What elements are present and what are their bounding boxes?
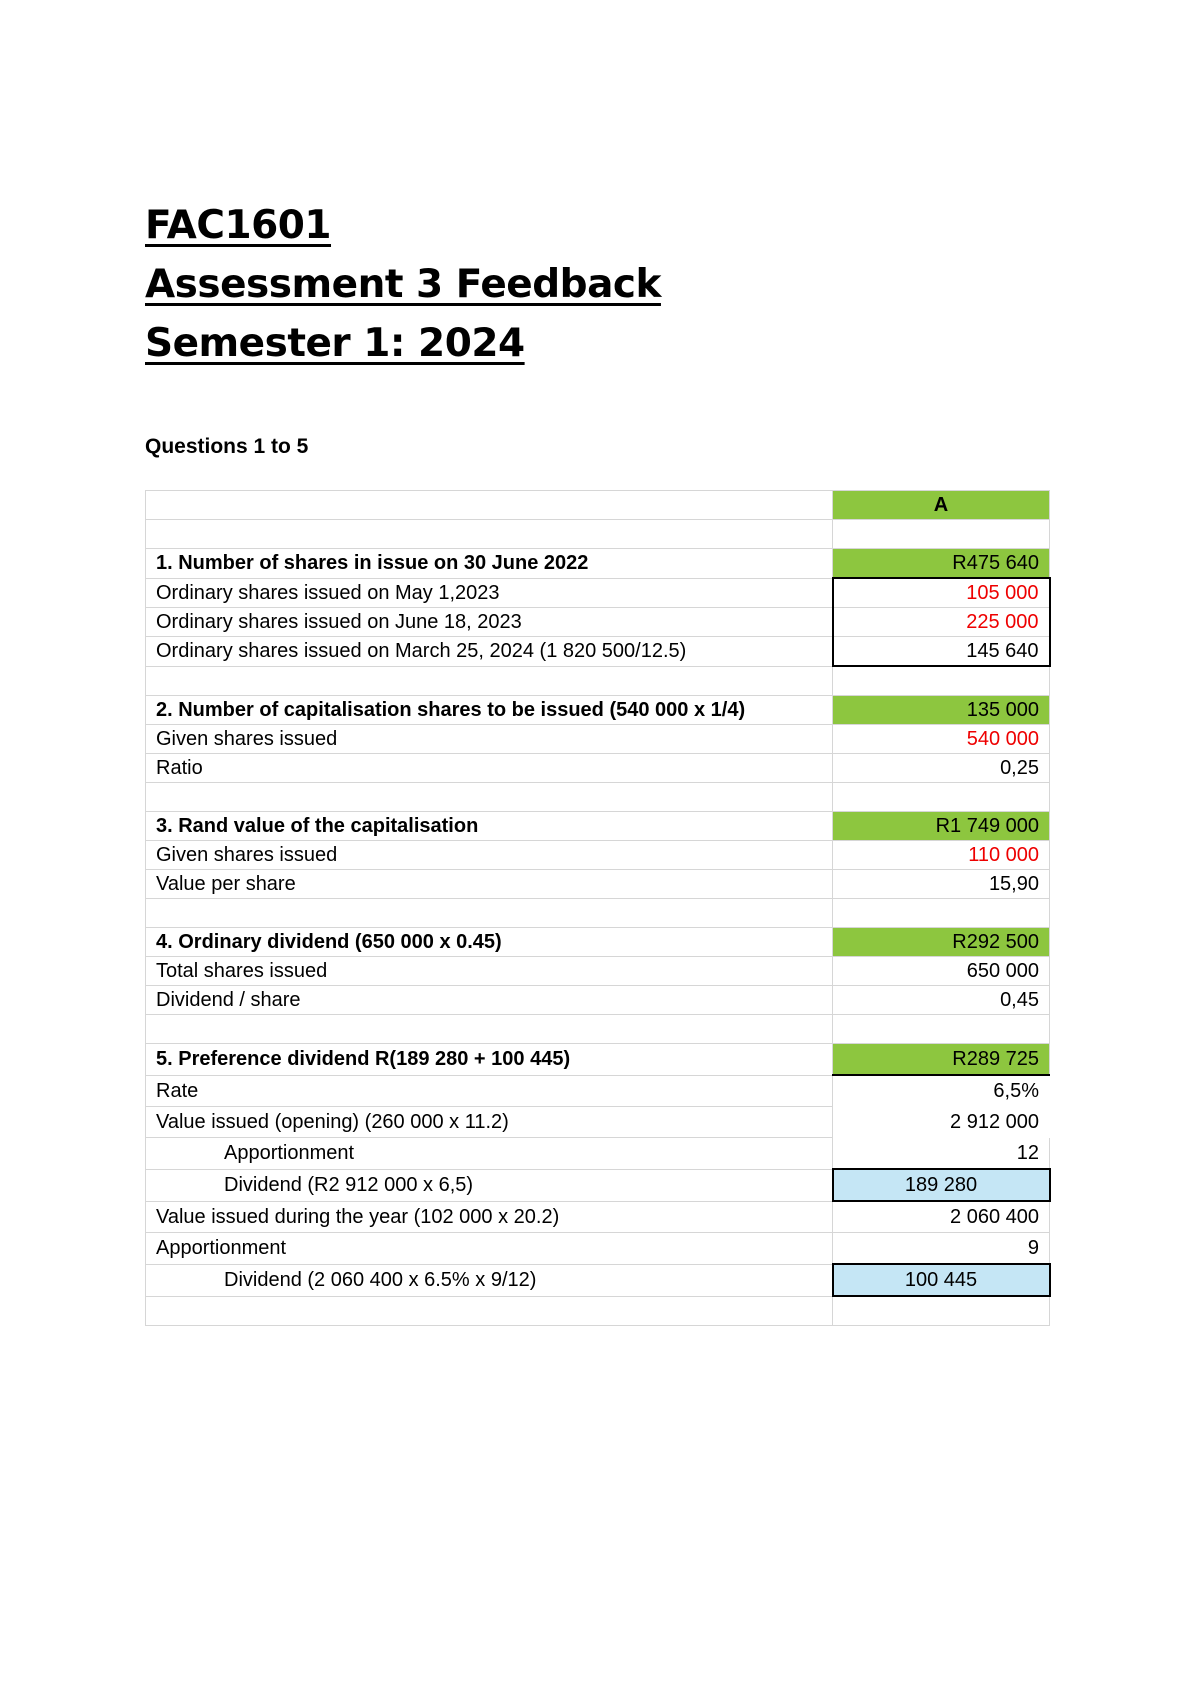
spacer-row bbox=[146, 899, 1050, 928]
spacer-row bbox=[146, 520, 1050, 549]
question-4-label: 4. Ordinary dividend (650 000 x 0.45) bbox=[146, 928, 833, 957]
document-title bbox=[145, 196, 661, 373]
header-label-cell bbox=[146, 491, 833, 520]
spacer-row bbox=[146, 666, 1050, 696]
table-row bbox=[146, 491, 1050, 520]
assessment-title: Assessment 3 Feedback bbox=[145, 262, 661, 307]
row-label: Given shares issued bbox=[146, 841, 833, 870]
question-4-answer: R292 500 bbox=[833, 928, 1050, 957]
semester-title: Semester 1: 2024 bbox=[145, 321, 525, 366]
table-row bbox=[146, 1075, 1050, 1107]
spacer-row bbox=[146, 1296, 1050, 1326]
table-row bbox=[146, 637, 1050, 667]
row-label: Ordinary shares issued on May 1,2023 bbox=[146, 578, 833, 608]
question-3-answer: R1 749 000 bbox=[833, 812, 1050, 841]
question-1-row bbox=[146, 549, 1050, 579]
course-code: FAC1601 bbox=[145, 203, 332, 248]
spacer-row bbox=[146, 1015, 1050, 1044]
row-value: 2 912 000 bbox=[833, 1107, 1050, 1138]
question-2-label: 2. Number of capitalisation shares to be issued (540 000 x 1/4) bbox=[146, 696, 833, 725]
answers-table bbox=[145, 490, 1051, 1326]
table-row bbox=[146, 841, 1050, 870]
row-value: 15,90 bbox=[833, 870, 1050, 899]
question-1-label: 1. Number of shares in issue on 30 June 2022 bbox=[146, 549, 833, 579]
row-label: Apportionment bbox=[146, 1138, 833, 1170]
row-value: 12 bbox=[833, 1138, 1050, 1170]
row-label: Ordinary shares issued on March 25, 2024 (1 820 500/12.5) bbox=[146, 637, 833, 667]
table-row bbox=[146, 1233, 1050, 1265]
table-row bbox=[146, 1264, 1050, 1296]
highlighted-dividend-value: 100 445 bbox=[833, 1264, 1050, 1296]
row-label: Apportionment bbox=[146, 1233, 833, 1265]
table-row bbox=[146, 754, 1050, 783]
spacer-row bbox=[146, 783, 1050, 812]
row-value: 2 060 400 bbox=[833, 1201, 1050, 1233]
row-label: Value per share bbox=[146, 870, 833, 899]
row-value: 225 000 bbox=[833, 608, 1050, 637]
highlighted-dividend-value: 189 280 bbox=[833, 1169, 1050, 1201]
row-label: Dividend (R2 912 000 x 6,5) bbox=[146, 1169, 833, 1201]
question-3-row bbox=[146, 812, 1050, 841]
row-label: Dividend (2 060 400 x 6.5% x 9/12) bbox=[146, 1264, 833, 1296]
question-5-row bbox=[146, 1044, 1050, 1076]
table-row bbox=[146, 608, 1050, 637]
row-value: 0,25 bbox=[833, 754, 1050, 783]
row-label: Rate bbox=[146, 1075, 833, 1107]
row-value: 9 bbox=[833, 1233, 1050, 1265]
row-label: Value issued during the year (102 000 x 20.2) bbox=[146, 1201, 833, 1233]
question-5-answer: R289 725 bbox=[833, 1044, 1050, 1076]
row-label: Value issued (opening) (260 000 x 11.2) bbox=[146, 1107, 833, 1138]
row-value: 145 640 bbox=[833, 637, 1050, 667]
question-1-answer: R475 640 bbox=[833, 549, 1050, 579]
row-label: Dividend / share bbox=[146, 986, 833, 1015]
row-value: 110 000 bbox=[833, 841, 1050, 870]
table-row bbox=[146, 1138, 1050, 1170]
column-header-a: A bbox=[833, 491, 1050, 520]
row-value: 650 000 bbox=[833, 957, 1050, 986]
question-3-label: 3. Rand value of the capitalisation bbox=[146, 812, 833, 841]
table-row bbox=[146, 578, 1050, 608]
row-value: 6,5% bbox=[833, 1075, 1050, 1107]
row-value: 105 000 bbox=[833, 578, 1050, 608]
question-4-row bbox=[146, 928, 1050, 957]
row-value: 0,45 bbox=[833, 986, 1050, 1015]
question-5-label: 5. Preference dividend R(189 280 + 100 445) bbox=[146, 1044, 833, 1076]
row-label: Ordinary shares issued on June 18, 2023 bbox=[146, 608, 833, 637]
questions-subheading: Questions 1 to 5 bbox=[145, 435, 309, 458]
row-label: Given shares issued bbox=[146, 725, 833, 754]
table-row bbox=[146, 1201, 1050, 1233]
table-row bbox=[146, 986, 1050, 1015]
table-row bbox=[146, 957, 1050, 986]
row-label: Total shares issued bbox=[146, 957, 833, 986]
table-row bbox=[146, 1169, 1050, 1201]
table-row bbox=[146, 1107, 1050, 1138]
row-value: 540 000 bbox=[833, 725, 1050, 754]
question-2-answer: 135 000 bbox=[833, 696, 1050, 725]
row-label: Ratio bbox=[146, 754, 833, 783]
table-row bbox=[146, 725, 1050, 754]
table-row bbox=[146, 870, 1050, 899]
question-2-row bbox=[146, 696, 1050, 725]
